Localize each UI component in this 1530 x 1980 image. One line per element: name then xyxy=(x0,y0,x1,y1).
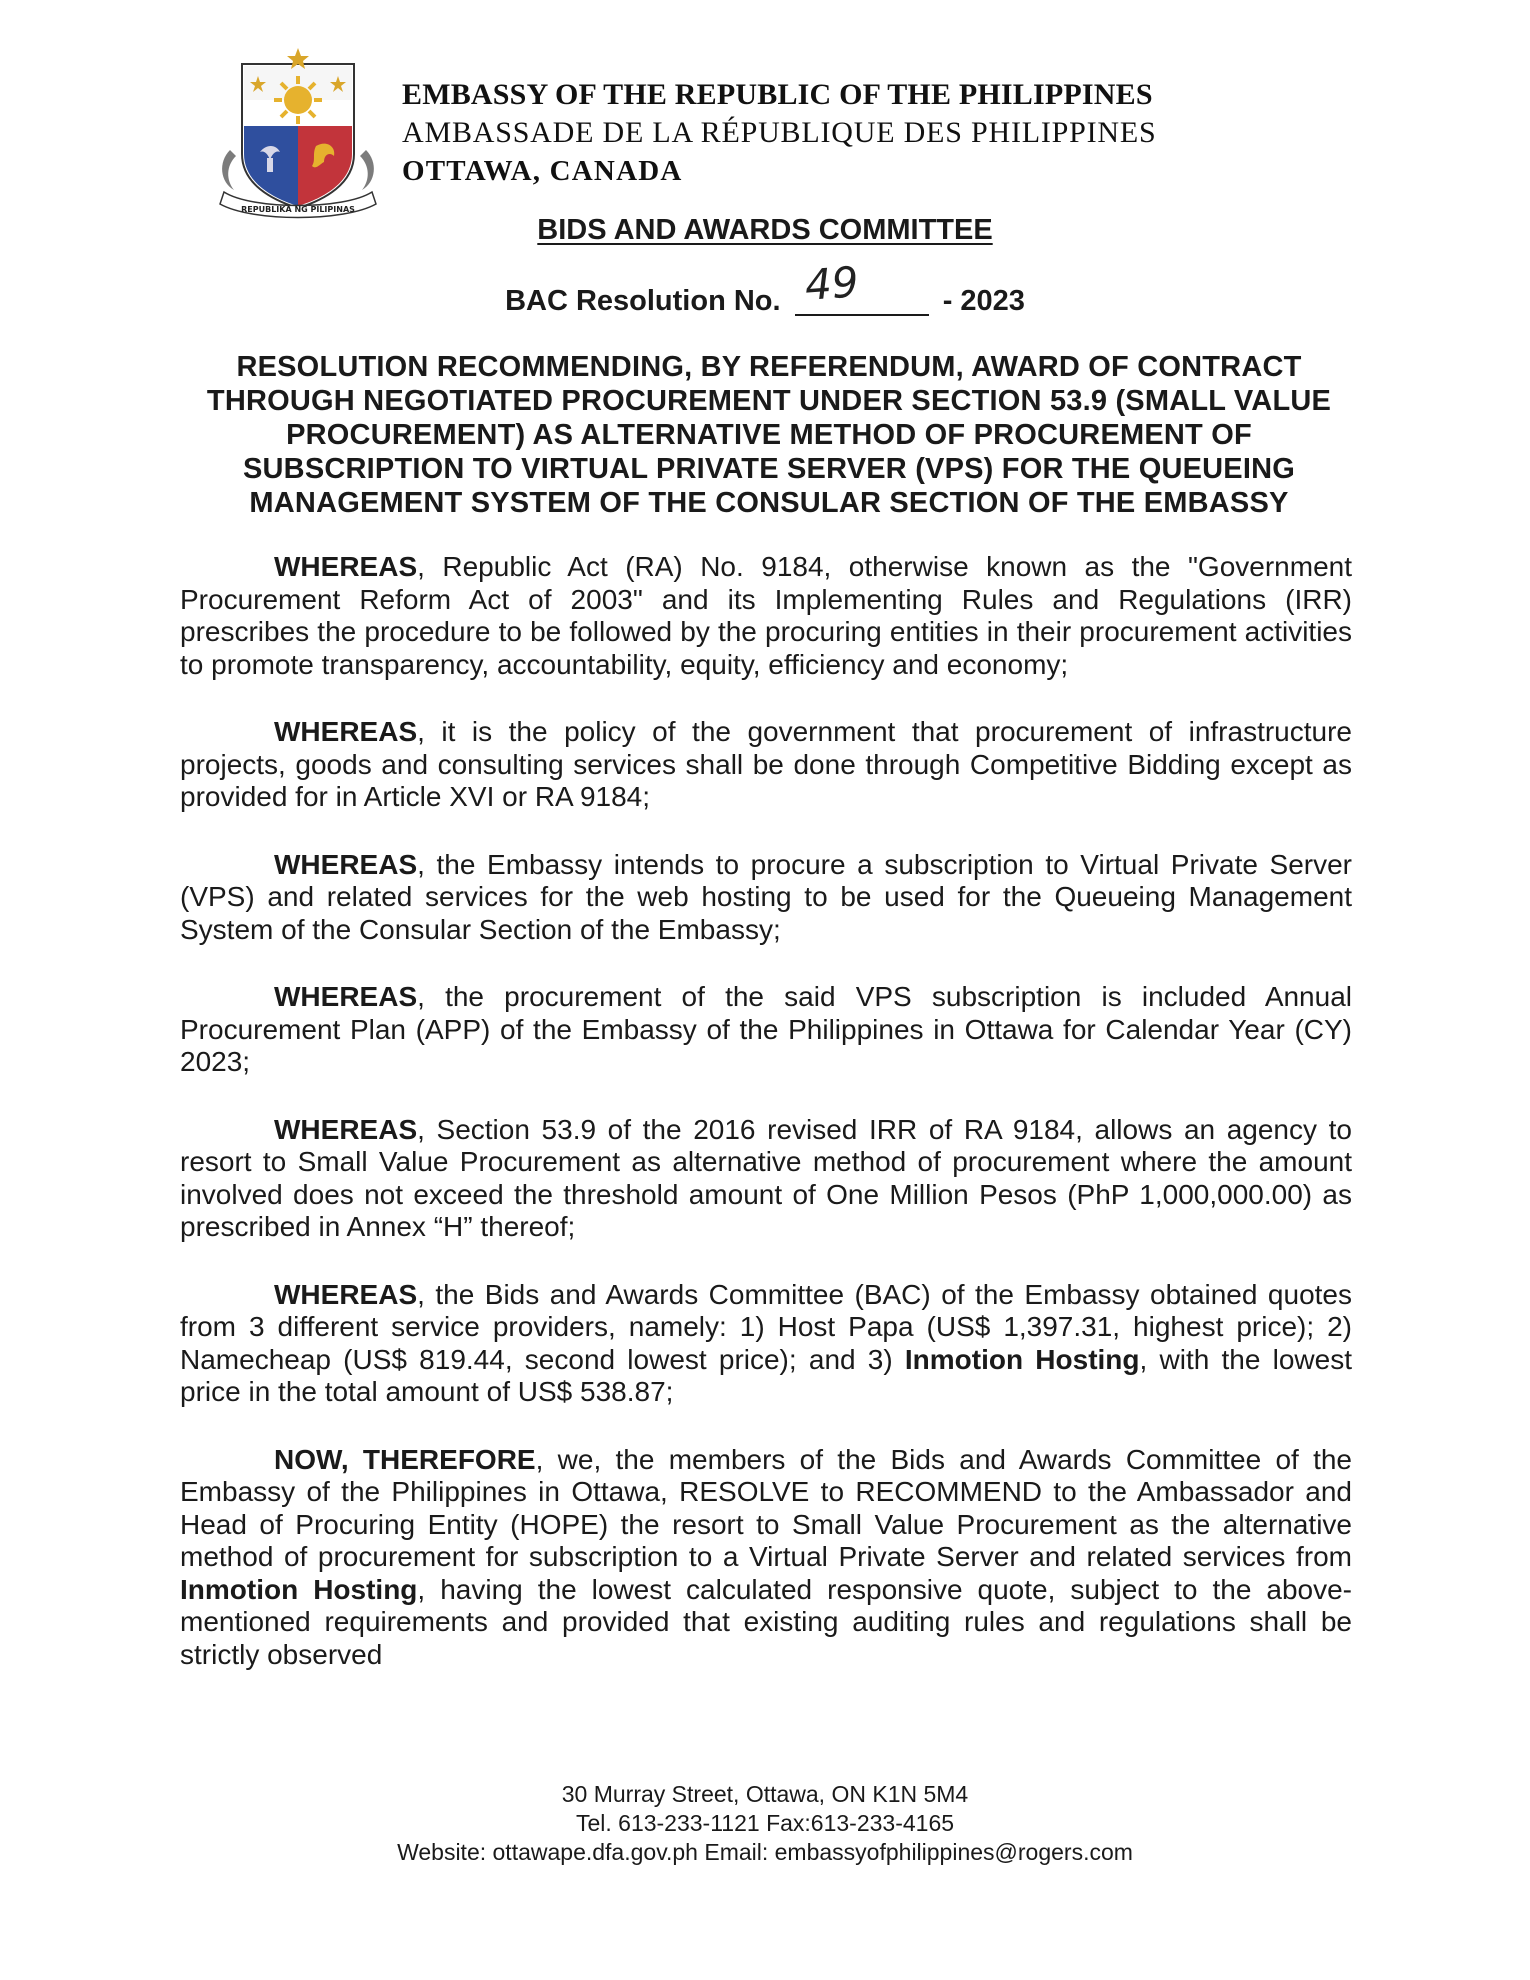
paragraph-text: , the procurement of the said VPS subscription is included Annual Procurement Plan (APP) of the Embassy of the Philippines in Ottawa for Calendar Year (CY) 2023; xyxy=(180,981,1352,1077)
whereas-paragraph-2 xyxy=(180,716,1352,814)
paragraph-lead: WHEREAS xyxy=(274,1113,418,1145)
letterhead xyxy=(402,76,1157,190)
footer-address: 30 Murray Street, Ottawa, ON K1N 5M4 xyxy=(561,1781,969,1807)
whereas-paragraph-5 xyxy=(180,1114,1352,1244)
vendor-name: Inmotion Hosting xyxy=(904,1343,1140,1375)
paragraph-lead: WHEREAS xyxy=(274,716,418,747)
embassy-name-english: EMBASSY OF THE REPUBLIC OF THE PHILIPPINES xyxy=(402,78,1153,111)
whereas-paragraph-3 xyxy=(180,849,1352,947)
paragraph-lead: WHEREAS xyxy=(274,551,418,582)
paragraph-text: , having the lowest calculated responsive quote, subject to the above-mentioned requirements and provided that existing auditing rules and regulations shall be strictly observed xyxy=(180,1573,1353,1670)
embassy-name-french: AMBASSADE DE LA RÉPUBLIQUE DES PHILIPPINES xyxy=(402,116,1157,149)
paragraph-text: , Section 53.9 of the 2016 revised IRR of RA 9184, allows an agency to resort to Small Value Procurement as alternative method of procurement where the amount involved does not exceed the threshold amount of One Million Pesos (PhP 1,000,000.00) as prescribed in Annex “H” thereof; xyxy=(180,1113,1352,1242)
footer-web-email: Website: ottawape.dfa.gov.ph Email: embassyofphilippines@rogers.com xyxy=(397,1839,1133,1865)
committee-heading-text: BIDS AND AWARDS COMMITTEE xyxy=(537,214,993,246)
committee-heading xyxy=(0,214,1530,247)
resolve-paragraph xyxy=(180,1444,1352,1672)
paragraph-text: , the Bids and Awards Committee (BAC) of the Embassy obtained quotes from 3 different service providers, namely: 1) Host Papa (US$ 1,397.31, highest price); 2) Namecheap (US$ 819.44, second lowest price); and 3) xyxy=(180,1278,1352,1375)
resolution-number-line xyxy=(0,257,1530,321)
resolution-number-field xyxy=(795,257,929,316)
resolution-body xyxy=(180,551,1352,1706)
resolution-label: BAC Resolution No. xyxy=(505,285,781,317)
handwritten-resolution-number: 49 xyxy=(802,257,860,310)
paragraph-text: , it is the policy of the government that procurement of infrastructure projects, goods and consulting services shall be done through Competitive Bidding except as provided for in Article XVI or RA 9184; xyxy=(180,716,1352,812)
paragraph-lead: NOW, THEREFORE xyxy=(274,1443,536,1475)
resolution-year: - 2023 xyxy=(942,285,1025,317)
paragraph-lead: WHEREAS xyxy=(274,848,418,880)
whereas-paragraph-1 xyxy=(180,551,1352,681)
whereas-paragraph-4 xyxy=(180,981,1352,1079)
embassy-location: OTTAWA, CANADA xyxy=(402,155,683,187)
footer-phone: Tel. 613-233-1121 Fax:613-233-4165 xyxy=(575,1810,955,1836)
seal-banner-text: REPUBLIKA NG PILIPINAS xyxy=(241,205,355,214)
paragraph-lead: WHEREAS xyxy=(274,981,418,1012)
resolution-title: RESOLUTION RECOMMENDING, BY REFERENDUM, AWARD OF CONTRACT THROUGH NEGOTIATED PROCUREMENT UNDER SECTION 53.9 (SMALL VALUE PROCUREMENT) AS ALTERNATIVE METHOD OF PROCUREMENT OF SUBSCRIPTION TO VIRTUAL PRIVATE SERVER (VPS) FOR THE QUEUEING MANAGEMENT SYSTEM OF THE CONSULAR SECTION OF THE EMBASSY xyxy=(206,351,1332,519)
paragraph-lead: WHEREAS xyxy=(274,1278,418,1310)
footer xyxy=(0,1780,1530,1867)
vendor-name: Inmotion Hosting xyxy=(180,1573,418,1605)
whereas-paragraph-6 xyxy=(180,1279,1352,1409)
paragraph-text: , we, the members of the Bids and Awards Committee of the Embassy of the Philippines in Ottawa, RESOLVE to RECOMMEND to the Ambassador and Head of Procuring Entity (HOPE) the resort to Small Value Procurement as the alternative method of procurement for subscription to a Virtual Private Server and related services from xyxy=(180,1443,1353,1572)
paragraph-text: , the Embassy intends to procure a subscription to Virtual Private Server (VPS) and related services for the web hosting to be used for the Queueing Management System of the Consular Section of the Embassy; xyxy=(180,848,1352,945)
paragraph-text: , with the lowest price in the total amount of US$ 538.87; xyxy=(180,1343,1352,1407)
coat-of-arms-seal xyxy=(212,42,384,224)
paragraph-text: , Republic Act (RA) No. 9184, otherwise known as the "Government Procurement Reform Act of 2003" and its Implementing Rules and Regulations (IRR) prescribes the procedure to be followed by the procuring entities in their procurement activities to promote transparency, accountability, equity, efficiency and economy; xyxy=(180,551,1352,680)
